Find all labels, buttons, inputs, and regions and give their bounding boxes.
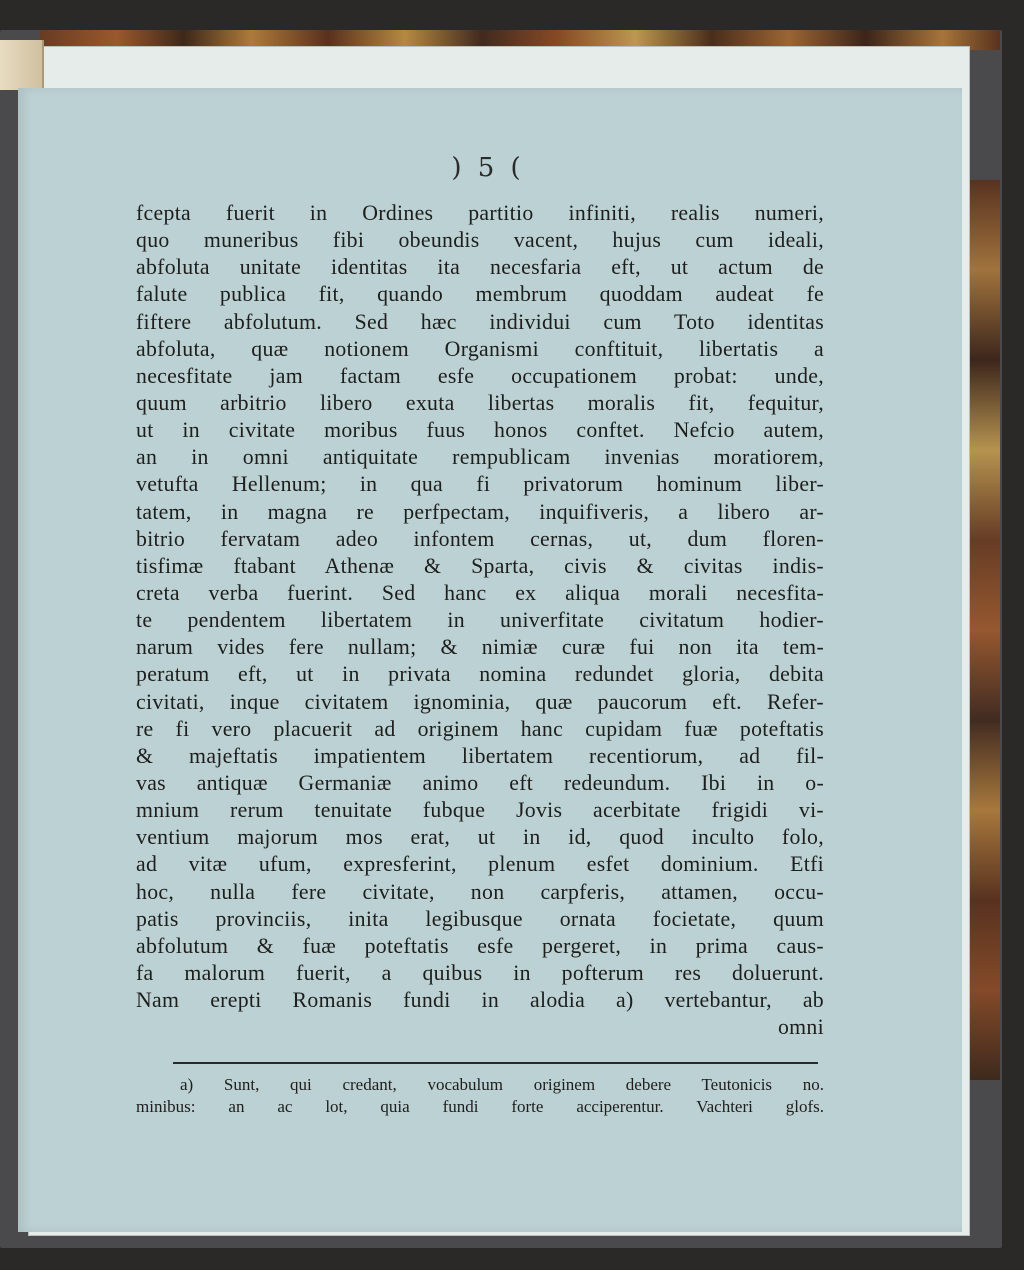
body-text (136, 200, 824, 1041)
text-line: vas antiquæ Germaniæ animo eft redeundum. Ibi in o- (136, 770, 824, 795)
book-page (18, 88, 962, 1232)
text-line: vetufta Hellenum; in qua fi privatorum hominum liber- (136, 472, 824, 497)
text-line: tatem, in magna re perfpectam, inquifiveris, a libero ar- (136, 499, 824, 524)
text-line: ventium majorum mos erat, ut in id, quod inculto folo, (136, 825, 824, 850)
spine-tab (0, 40, 44, 90)
text-line: mnium rerum tenuitate fubque Jovis acerbitate frigidi vi- (136, 798, 824, 823)
text-line: te pendentem libertatem in univerfitate civitatum hodier- (136, 608, 824, 633)
text-line: ut in civitate moribus fuus honos conftet. Nefcio autem, (136, 418, 824, 443)
page-number: ) 5 ( (451, 153, 525, 183)
text-line: an in omni antiquitate rempublicam invenias moratiorem, (136, 445, 824, 470)
text-line: quum arbitrio libero exuta libertas moralis fit, fequitur, (136, 390, 824, 415)
text-line: patis provinciis, inita legibusque ornata focietate, quum (136, 906, 824, 931)
text-line: abfoluta, quæ notionem Organismi conftituit, libertatis a (136, 336, 824, 361)
text-line: civitati, inque civitatem ignominia, quæ paucorum eft. Refer- (136, 689, 824, 714)
text-line: fcepta fuerit in Ordines partitio infiniti, realis numeri, (136, 201, 824, 225)
text-line: & majeftatis impatientem libertatem recentiorum, ad fil- (136, 743, 824, 768)
text-line: re fi vero placuerit ad originem hanc cupidam fuæ poteftatis (136, 716, 824, 741)
text-line: fa malorum fuerit, a quibus in pofterum res doluerunt. (136, 960, 824, 985)
text-line: quo muneribus fibi obeundis vacent, hujus cum ideali, (136, 228, 824, 253)
text-line: fiftere abfolutum. Sed hæc individui cum Toto identitas (136, 309, 824, 334)
footnote-line: a) Sunt, qui credant, vocabulum originem debere Teutonicis no. (180, 1075, 824, 1094)
text-line: abfolutum & fuæ poteftatis esfe pergeret, in prima caus- (136, 933, 824, 958)
text-line: necesfitate jam factam esfe occupationem probat: unde, (136, 363, 824, 388)
text-line: ad vitæ ufum, expresferint, plenum esfet dominium. Etfi (136, 852, 824, 877)
text-line: falute publica fit, quando membrum quoddam audeat fe (136, 282, 824, 307)
text-line: tisfimæ ftabant Athenæ & Sparta, civis & civitas indis- (136, 553, 824, 578)
text-line: peratum eft, ut in privata nomina redundet gloria, debita (136, 662, 824, 687)
text-line: abfoluta unitate identitas ita necesfaria eft, ut actum de (136, 255, 824, 280)
text-line: bitrio fervatam adeo infontem cernas, ut, dum floren- (136, 526, 824, 551)
footnote-rule (173, 1062, 818, 1064)
text-line: omni (777, 1015, 824, 1040)
text-line: Nam erepti Romanis fundi in alodia a) vertebantur, ab (136, 988, 824, 1013)
text-line: narum vides fere nullam; & nimiæ curæ fui non ita tem- (136, 635, 824, 660)
text-line: hoc, nulla fere civitate, non carpferis, attamen, occu- (136, 879, 824, 904)
marbled-edge-right (968, 180, 1000, 1080)
footnote-line: minibus: an ac lot, quia fundi forte acciperentur. Vachteri glofs. (136, 1097, 824, 1116)
footnote (136, 1074, 824, 1118)
text-line: creta verba fuerint. Sed hanc ex aliqua morali necesfita- (136, 580, 824, 605)
